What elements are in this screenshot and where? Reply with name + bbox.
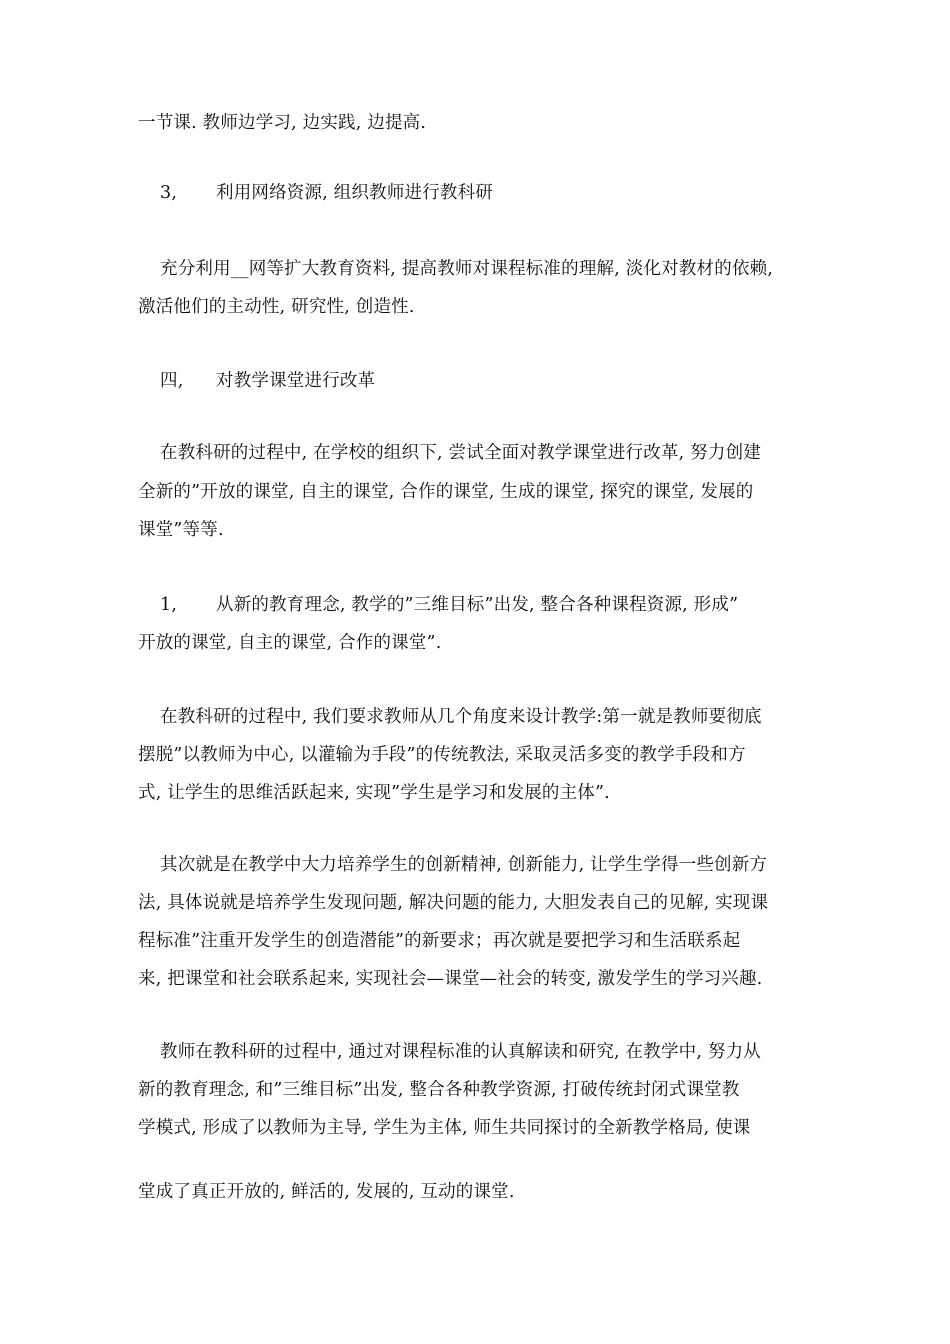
text-line: 课堂”等等. xyxy=(138,520,224,540)
text-line: 其次就是在教学中大力培养学生的创新精神, 创新能力, 让学生学得一些创新方 xyxy=(160,855,768,875)
heading-text: 对教学课堂进行改革 xyxy=(216,371,376,391)
text-line: 在教科研的过程中, 在学校的组织下, 尝试全面对教学课堂进行改革, 努力创建 xyxy=(160,443,761,463)
text-line: 摆脱”以教师为中心, 以灌输为手段”的传统教法, 采取灵活多变的教学手段和方 xyxy=(138,745,746,765)
text-line: 新的教育理念, 和”三维目标”出发, 整合各种教学资源, 打破传统封闭式课堂教 xyxy=(138,1080,740,1100)
text-line: 学模式, 形成了以教师为主导, 学生为主体, 师生共同探讨的全新教学格局, 使课 xyxy=(138,1118,751,1138)
text-line: 充分利用__网等扩大教育资料, 提高教师对课程标准的理解, 淡化对教材的依赖, xyxy=(160,259,774,279)
text-line: 激活他们的主动性, 研究性, 创造性. xyxy=(138,297,415,317)
text-line: 一节课. 教师边学习, 边实践, 边提高. xyxy=(138,113,427,133)
heading-text: 利用网络资源, 组织教师进行教科研 xyxy=(216,183,494,203)
heading-number: 四, xyxy=(160,371,184,391)
text-line: 程标准”注重开发学生的创造潜能”的新要求；再次就是要把学习和生活联系起 xyxy=(138,931,741,951)
text-line: 教师在教科研的过程中, 通过对课程标准的认真解读和研究, 在教学中, 努力从 xyxy=(160,1042,761,1062)
heading-line xyxy=(160,593,850,617)
text-line: 开放的课堂, 自主的课堂, 合作的课堂”. xyxy=(138,633,442,653)
heading-number: 1, xyxy=(160,595,178,615)
heading-line xyxy=(160,181,850,205)
text-line: 式, 让学生的思维活跃起来, 实现”学生是学习和发展的主体”. xyxy=(138,783,610,803)
text-line: 来, 把课堂和社会联系起来, 实现社会—课堂—社会的转变, 激发学生的学习兴趣. xyxy=(138,969,763,989)
heading-number: 3, xyxy=(160,183,178,203)
heading-line xyxy=(160,369,850,393)
heading-text: 从新的教育理念, 教学的”三维目标”出发, 整合各种课程资源, 形成” xyxy=(216,595,739,615)
text-line: 法, 具体说就是培养学生发现问题, 解决问题的能力, 大胆发表自己的见解, 实现课 xyxy=(138,893,769,913)
text-line: 在教科研的过程中, 我们要求教师从几个角度来设计教学:第一就是教师要彻底 xyxy=(160,707,762,727)
text-line: 全新的”开放的课堂, 自主的课堂, 合作的课堂, 生成的课堂, 探究的课堂, 发展的 xyxy=(138,482,754,502)
text-line: 堂成了真正开放的, 鲜活的, 发展的, 互动的课堂. xyxy=(138,1182,515,1202)
